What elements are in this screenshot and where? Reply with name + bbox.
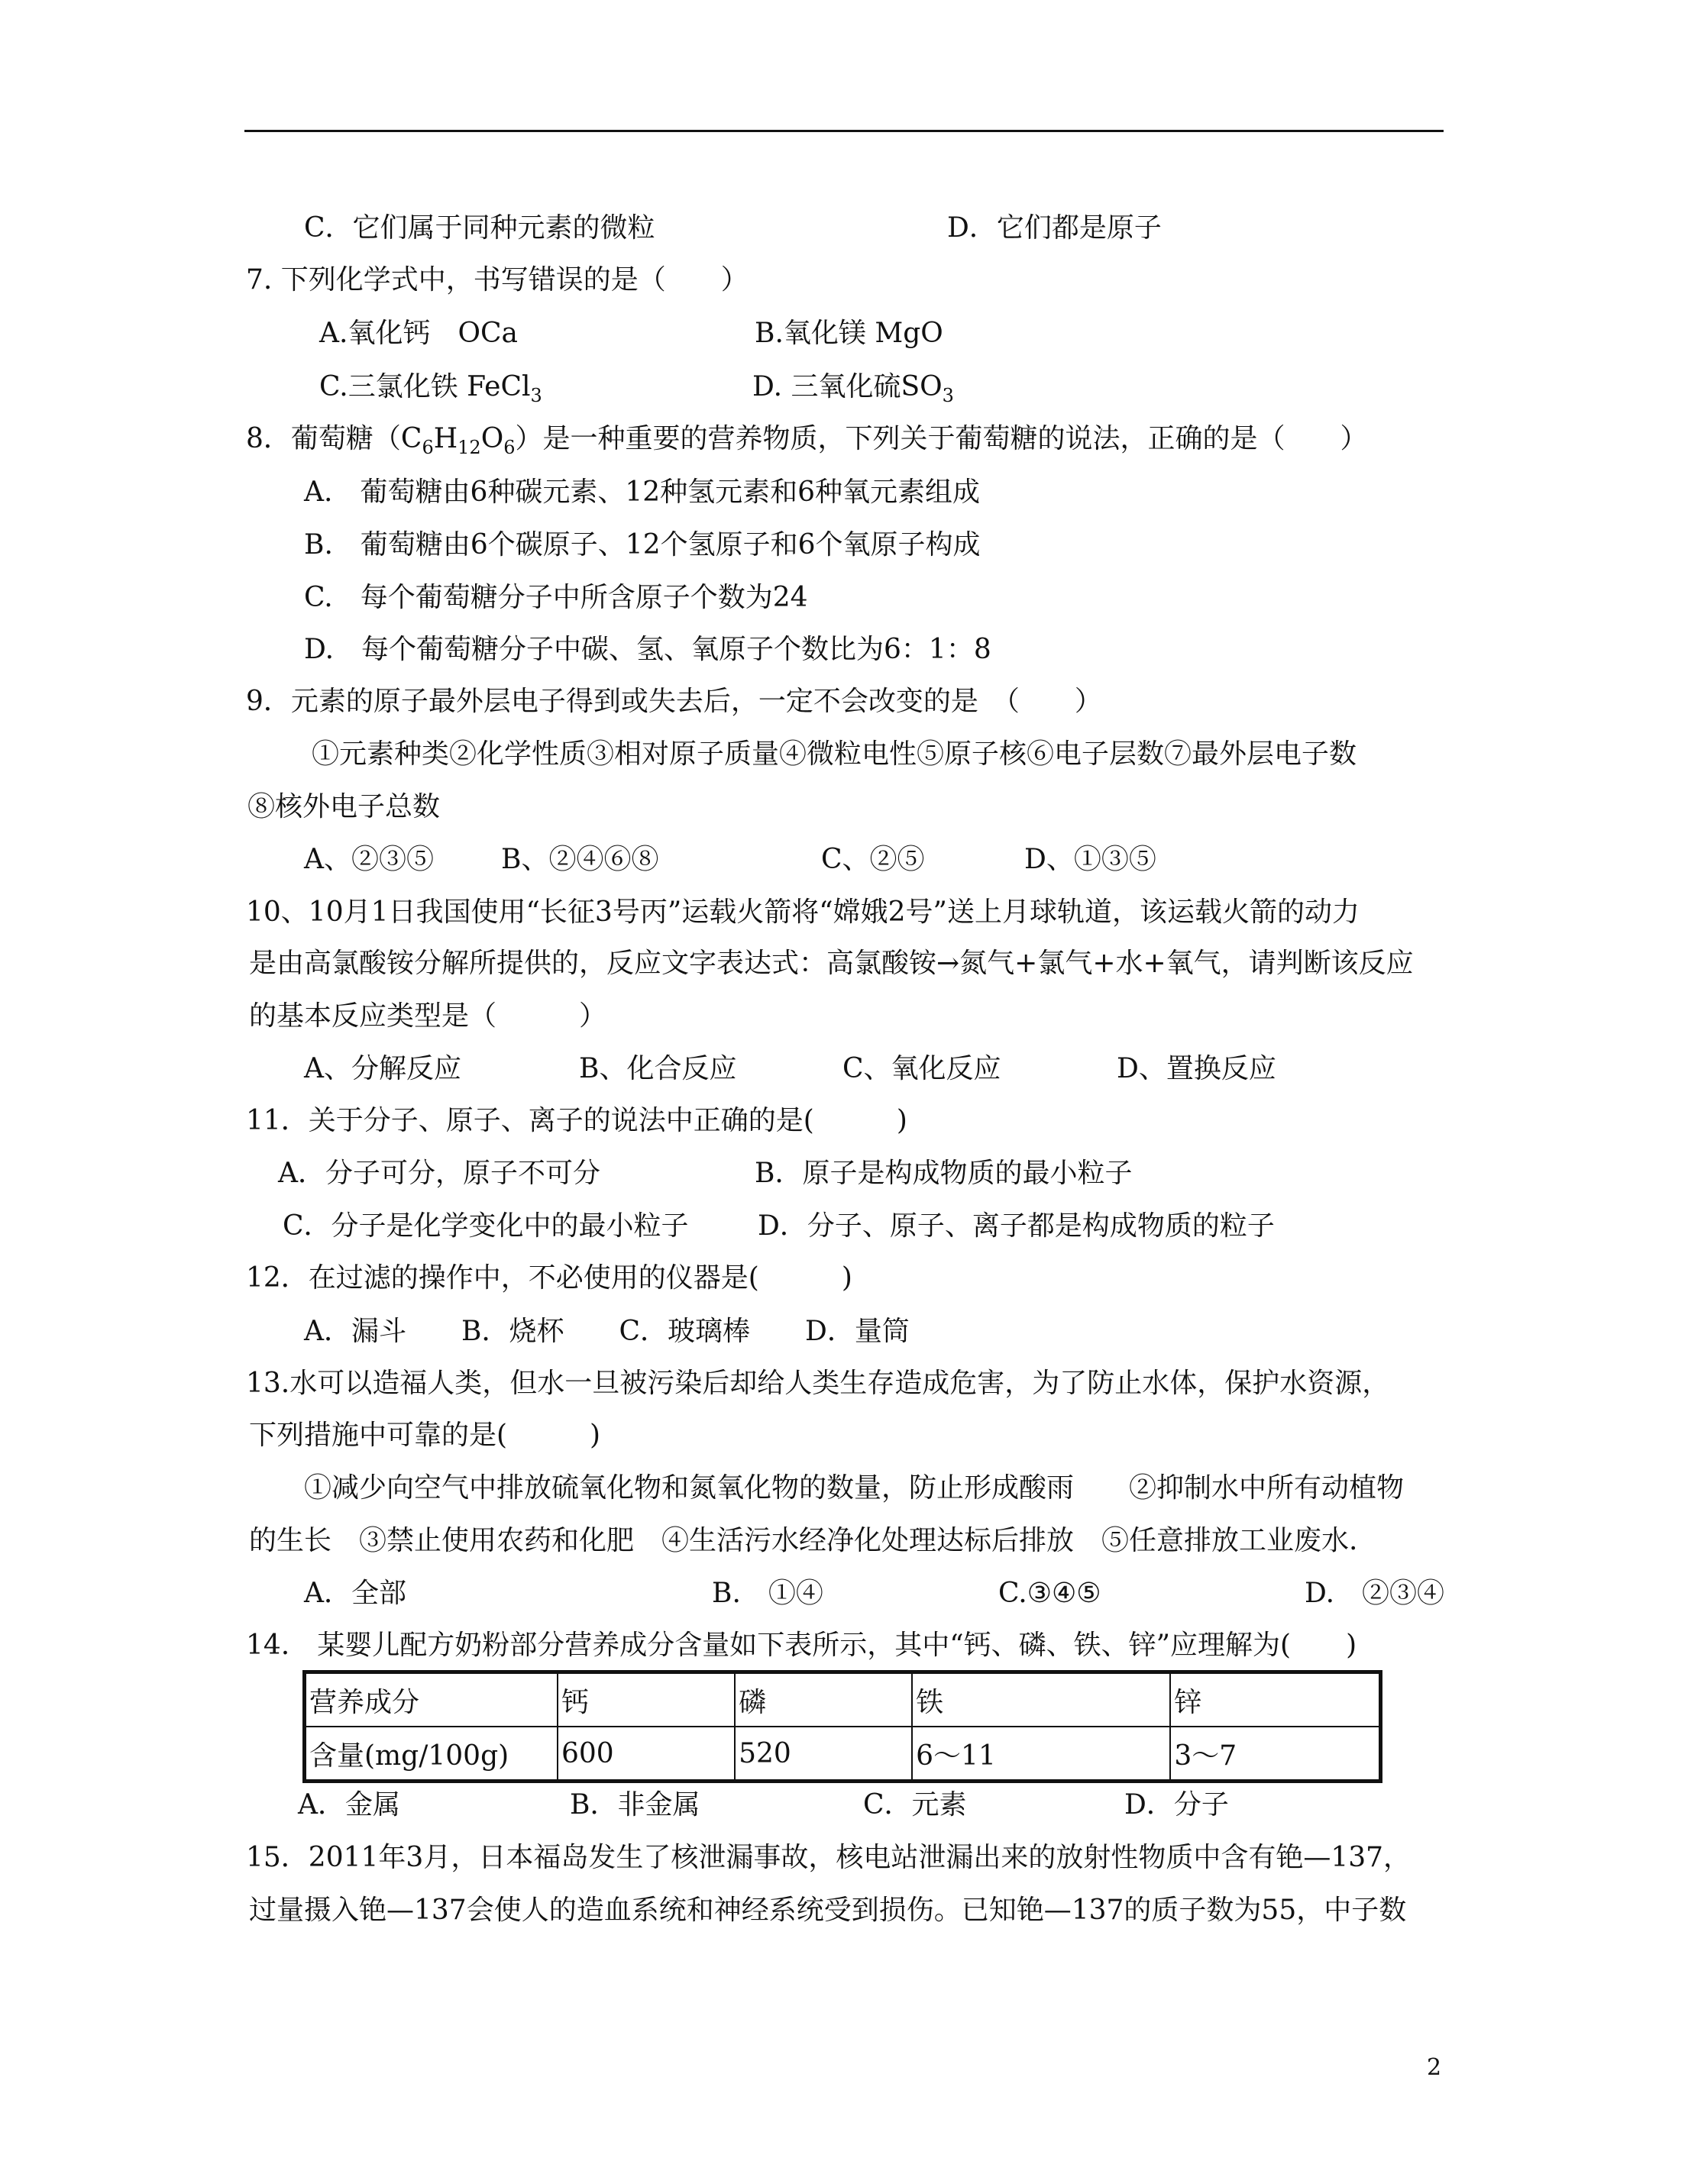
q11-option-d: D．分子、原子、离子都是构成物质的粒子: [758, 1210, 1275, 1242]
q9-items-line2: ⑧核外电子总数: [247, 791, 441, 822]
page-number: 2: [1427, 2054, 1442, 2081]
q14-option-c: C．元素: [863, 1789, 967, 1821]
table-cell: 6～11: [912, 1727, 1170, 1782]
q8-stem: 8．葡萄糖$(C_6H_{12}O_6)$是一种重要的营养物质，下列关于葡萄糖的说法，正确的是（ ）: [246, 423, 1368, 458]
q9-option-c: C、②⑤: [821, 844, 925, 875]
q11-option-b: B．原子是构成物质的最小粒子: [755, 1158, 1133, 1189]
q11-stem: 11．关于分子、原子、离子的说法中正确的是( ): [246, 1105, 907, 1136]
q13-line4: 的生长 ③禁止使用农药和化肥 ④生活污水经净化处理达标后排放 ⑤任意排放工业废水.: [249, 1525, 1358, 1556]
table-cell: 营养成分: [305, 1672, 558, 1727]
table-cell: 磷: [735, 1672, 912, 1727]
table-cell: 3～7: [1170, 1727, 1380, 1782]
q8-option-d: D. 每个葡萄糖分子中碳、氢、氧原子个数比为6：1：8: [304, 634, 991, 665]
q9-option-b: B、②④⑥⑧: [501, 844, 659, 875]
q10-option-b: B、化合反应: [579, 1053, 737, 1084]
header-rule: [244, 130, 1444, 132]
q10-option-c: C、氧化反应: [842, 1053, 1001, 1084]
q14-option-a: A．金属: [298, 1789, 400, 1821]
q7-option-a: A.氧化钙 OCa: [319, 318, 518, 349]
q9-option-a: A、②③⑤: [304, 844, 434, 875]
q7-stem: 7. 下列化学式中，书写错误的是（ ）: [246, 264, 749, 296]
q9-items-line1: ①元素种类②化学性质③相对原子质量④微粒电性⑤原子核⑥电子层数⑦最外层电子数: [312, 738, 1357, 770]
q8-option-c: C. 每个葡萄糖分子中所含原子个数为24: [304, 582, 808, 613]
table-header-row: [305, 1672, 1381, 1727]
q10-line1: 10、10月1日我国使用“长征3号丙”运载火箭将“嫦娥2号”送上月球轨道，该运载火箭的动力: [246, 897, 1360, 928]
q8-option-a: A. 葡萄糖由6种碳元素、12种氢元素和6种氧元素组成: [304, 477, 981, 508]
table-cell: 520: [735, 1727, 912, 1782]
q6-option-c: C．它们属于同种元素的微粒: [304, 212, 655, 244]
q11-option-c: C．分子是化学变化中的最小粒子: [283, 1210, 689, 1242]
q10-option-d: D、置换反应: [1117, 1053, 1276, 1084]
q14-option-d: D．分子: [1124, 1789, 1229, 1821]
q13-option-c: C.③④⑤: [998, 1578, 1101, 1609]
q8-option-b: B. 葡萄糖由6个碳原子、12个氢原子和6个氧原子构成: [304, 529, 981, 561]
table-cell: 锌: [1170, 1672, 1380, 1727]
q12-options: A．漏斗 B．烧杯 C．玻璃棒 D．量筒: [304, 1316, 910, 1347]
q6-option-d: D．它们都是原子: [947, 212, 1162, 244]
q15-line1: 15．2011年3月，日本福岛发生了核泄漏事故，核电站泄漏出来的放射性物质中含有铯—137，: [246, 1842, 1412, 1873]
q7-option-c: C.三氯化铁 FeCl$_3$: [319, 371, 542, 406]
q13-line3: ①减少向空气中排放硫氧化物和氮氧化物的数量，防止形成酸雨 ②抑制水中所有动植物: [304, 1472, 1405, 1504]
table-row: [305, 1727, 1381, 1782]
q7-option-b: B.氧化镁 MgO: [755, 318, 943, 349]
q10-line2: 是由高氯酸铵分解所提供的，反应文字表达式：高氯酸铵→氮气+氯气+水+氧气，请判断该反应: [249, 948, 1414, 979]
q7-option-d: D. 三氧化硫$SO_3$: [752, 371, 954, 406]
q10-line3: 的基本反应类型是（ ）: [249, 1000, 607, 1032]
table-cell: 铁: [912, 1672, 1170, 1727]
q13-option-a: A．全部: [304, 1578, 406, 1609]
q13-option-b: B. ①④: [712, 1578, 823, 1609]
q14-stem: 14. 某婴儿配方奶粉部分营养成分含量如下表所示，其中“钙、磷、铁、锌”应理解为( ): [246, 1630, 1357, 1661]
q13-line1: 13.水可以造福人类，但水一旦被污染后却给人类生存造成危害，为了防止水体，保护水资源，: [246, 1368, 1390, 1399]
table-cell: 600: [558, 1727, 735, 1782]
q12-stem: 12．在过滤的操作中，不必使用的仪器是( ): [246, 1262, 852, 1294]
q9-stem: 9．元素的原子最外层电子得到或失去后，一定不会改变的是 （ ）: [246, 686, 1102, 717]
table-cell: 含量(mg/100g): [305, 1727, 558, 1782]
q15-line2: 过量摄入铯—137会使人的造血系统和神经系统受到损伤。已知铯—137的质子数为55，中子数: [249, 1895, 1407, 1926]
q9-option-d: D、①③⑤: [1024, 844, 1156, 875]
q13-option-d: D. ②③④: [1305, 1578, 1445, 1609]
q11-option-a: A．分子可分，原子不可分: [278, 1158, 600, 1189]
q14-option-b: B．非金属: [570, 1789, 700, 1821]
table-cell: 钙: [558, 1672, 735, 1727]
nutrition-table: [302, 1670, 1382, 1783]
q10-option-a: A、分解反应: [304, 1053, 461, 1084]
q13-line2: 下列措施中可靠的是( ): [249, 1420, 601, 1451]
